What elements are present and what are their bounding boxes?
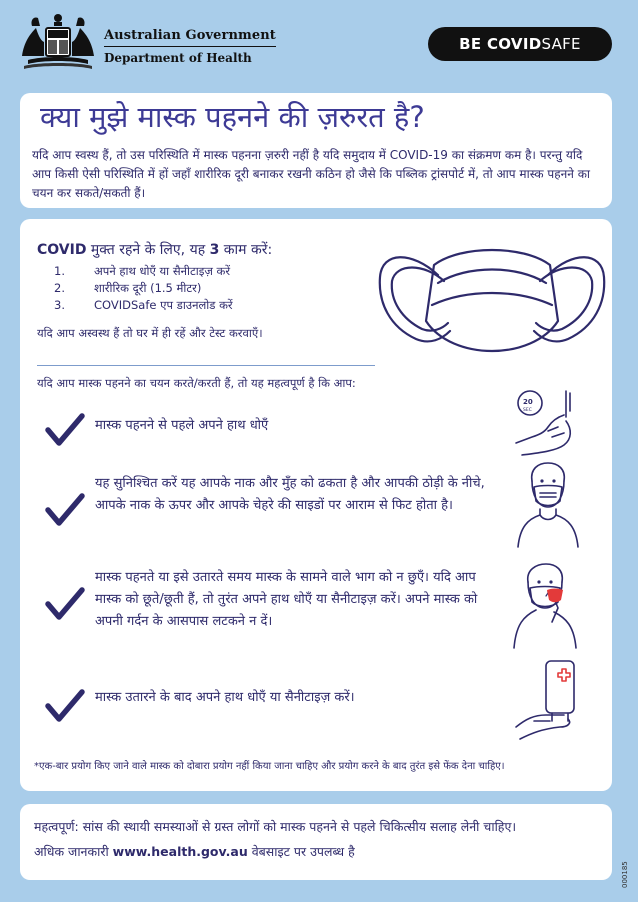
tip-text: मास्क उतारने के बाद अपने हाथ धोएँ या सैनीटाइज़ करें। [95,690,355,705]
government-name: Australian Government [104,28,276,47]
hand-sanitiser-icon [512,657,584,743]
step-text: अपने हाथ धोएँ या सैनीटाइज़ करें [94,264,231,278]
more-info-line [34,843,355,860]
tip-text: यह सुनिश्चित करें यह आपके नाक और मुँह को ढकता है और आपकी ठोड़ी के नीचे, आपके नाक के ऊपर और आपके चेहरे की साइडों पर आराम से फिट होता है। [95,476,485,513]
timer-unit: SEC [523,408,532,413]
step-text: शारीरिक दूरी (1.5 मीटर) [94,281,202,295]
badge-suffix: SAFE [541,35,581,53]
disposable-mask-footnote: *एक-बार प्रयोग किए जाने वाले मास्क को दोबारा प्रयोग नहीं किया जाना चाहिए और प्रयोग करने के बाद तुरंत इसे फेंक देना चाहिए। [34,761,505,772]
step-number: 2. [54,281,65,295]
intro-card [20,93,612,208]
divider [37,365,375,366]
step-number: 1. [54,264,65,278]
health-website-link[interactable]: www.health.gov.au [112,844,248,859]
medical-advice-note [34,818,516,835]
tip-text: मास्क पहनते या इसे उतारते समय मास्क के सामने वाले भाग को न छुएँ। यदि आप मास्क को छूते/छूती हैं, तो तुरंत अपने हाथ धोएँ या सैनीटाइज़ करें। अपने मास्क को अपनी गर्दन के आसपास लटकने न दें। [95,570,478,629]
guidance-card [20,219,612,791]
unwell-note: यदि आप अस्वस्थ हैं तो घर में ही रहें और टेस्ट करवाएँ। [37,326,263,340]
tip-fit-mask [37,471,517,547]
be-covidsafe-badge [428,27,612,61]
hand-washing-icon [508,387,588,459]
important-label: महत्वपूर्ण: [34,819,79,834]
list-item [54,297,233,314]
checkmark-icon [45,413,85,447]
info-suffix: वेबसाइट पर उपलब्ध है [247,844,355,859]
steps-list [54,263,233,314]
heading-covid: COVID [37,242,87,258]
step-number: 3. [54,298,65,312]
document-code: 000185 [621,861,629,888]
heading-three: 3 [209,242,220,258]
heading-mid: मुक्त रहने के लिए, यह [86,242,210,258]
covid-free-heading [37,240,272,259]
advice-text: सांस की स्थायी समस्याओं से ग्रस्त लोगों को मास्क पहनने से पहले चिकित्सीय सलाह लेनी चाहिए। [78,819,517,834]
face-mask-illustration [372,231,612,373]
person-touching-mask-icon [508,562,582,650]
footer-card [20,804,612,880]
info-prefix: अधिक जानकारी [34,844,113,859]
heading-end: काम करें: [219,242,273,258]
badge-prefix: BE COVID [459,35,542,53]
checkmark-icon [45,587,85,621]
list-item [54,280,233,297]
step-text: COVIDSafe एप डाउनलोड करें [94,298,233,312]
checkmark-icon [45,689,85,723]
tip-wash-hands-after [37,681,517,731]
checkmark-icon [45,493,85,527]
tip-wash-hands-before [37,403,517,459]
person-wearing-mask-icon [512,459,584,549]
header [0,0,638,88]
red-mask-contact-mark [544,586,566,604]
timer-number: 20 [523,398,533,406]
department-name: Department of Health [104,51,252,65]
tip-avoid-touching-mask [37,565,517,645]
tip-text: मास्क पहनने से पहले अपने हाथ धोएँ [95,418,269,433]
government-branding [104,28,276,65]
guidance-intro: यदि आप मास्क पहनने का चयन करते/करती हैं, तो यह महत्वपूर्ण है कि आप: [37,376,356,390]
list-item [54,263,233,280]
coat-of-arms-logo [18,12,98,74]
intro-text: यदि आप स्वस्थ हैं, तो उस परिस्थिति में मास्क पहनना ज़रुरी नहीं है यदि समुदाय में COVID-19 का संक्रमण कम है। परन्तु यदि आप किसी ऐसी परिस्थिति में हों जहाँ शारीरिक दूरी बनाकर रखनी कठिन हो जैसे कि पब्लिक ट्रांसपोर्ट में, तो आप मास्क पहनने का चयन कर सकते/सकती हैं। [32,148,591,200]
page-title: क्या मुझे मास्क पहनने की ज़रुरत है? [40,100,425,134]
